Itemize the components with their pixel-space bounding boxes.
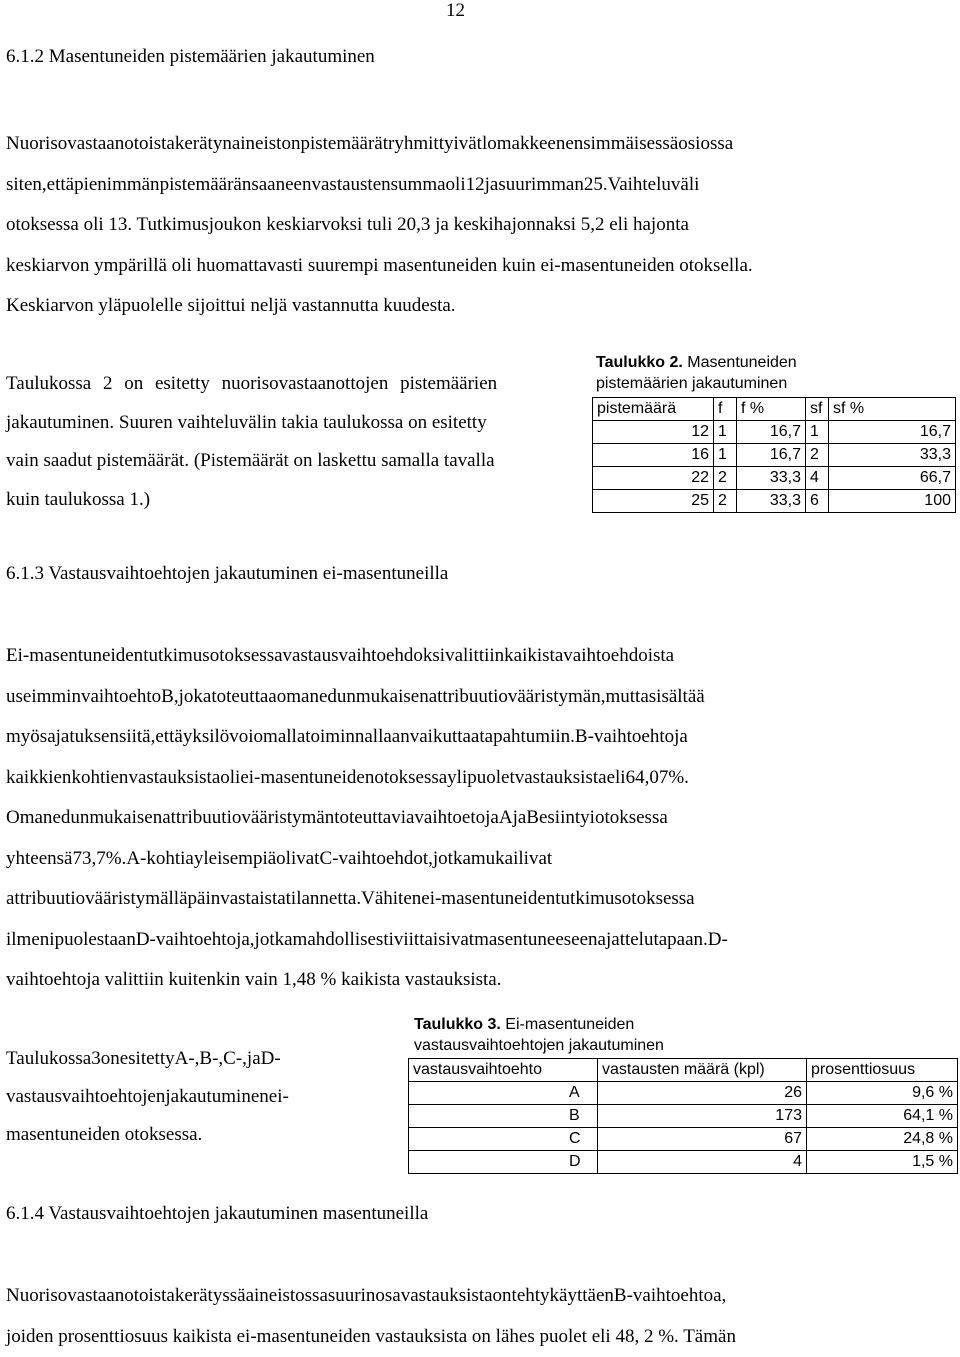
table-cell: 1 — [714, 421, 737, 444]
table-row — [593, 421, 956, 444]
table-2-caption-label: Taulukko 2. — [596, 354, 683, 371]
header-cell: sf — [806, 398, 829, 421]
table-row — [593, 444, 956, 467]
table-cell: 64,1 % — [807, 1105, 958, 1128]
paragraph-6-1-4 — [6, 1276, 952, 1357]
paragraph-line: vain saadut pistemäärät. (Pistemäärät on laskettu samalla tavalla — [6, 442, 576, 481]
table-row — [593, 467, 956, 490]
table-cell: 2 — [714, 467, 737, 490]
table-3-reference-text — [6, 1040, 390, 1154]
header-cell: sf % — [829, 398, 956, 421]
table-cell: 2 — [714, 490, 737, 513]
table-2-caption-title: Masentuneiden — [683, 354, 797, 371]
table-cell: 1 — [714, 444, 737, 467]
paragraph-line: masentuneiden otoksessa. — [6, 1116, 390, 1154]
header-cell: vastausten määrä (kpl) — [598, 1059, 807, 1082]
table-cell: 33,3 — [737, 467, 806, 490]
paragraph-line: joiden prosenttiosuus kaikista ei-masentuneiden vastauksista on lähes puolet eli 48, 2 %. Tämän — [6, 1317, 952, 1357]
table-2-caption-line2: pistemäärien jakautuminen — [596, 373, 797, 394]
paragraph-line: otoksessa oli 13. Tutkimusjoukon keskiarvoksi tuli 20,3 ja keskihajonnaksi 5,2 eli hajonta — [6, 205, 952, 246]
table-cell: 1,5 % — [807, 1151, 958, 1174]
table-row — [409, 1128, 958, 1151]
header-cell: f — [714, 398, 737, 421]
table-2 — [592, 397, 956, 513]
paragraph-line: Keskiarvon yläpuolelle sijoittui neljä vastannutta kuudesta. — [6, 286, 952, 327]
table-cell: 2 — [806, 444, 829, 467]
paragraph-line: kuin taulukossa 1.) — [6, 481, 576, 520]
table-3-caption-title: Ei-masentuneiden — [501, 1016, 634, 1033]
paragraph-line: useimminvaihtoehtoB,jokatoteuttaaomanedunmukaisenattribuutiovääristymän,muttasisältää — [6, 677, 952, 718]
header-cell: f % — [737, 398, 806, 421]
table-cell: 16,7 — [737, 444, 806, 467]
page-number: 12 — [446, 0, 465, 22]
table-cell: 9,6 % — [807, 1082, 958, 1105]
table-cell: 16,7 — [829, 421, 956, 444]
paragraph-line: ilmenipuolestaanD-vaihtoehtoja,jotkamahdollisestiviittaisivatmasentuneeseenajattelutapaan.D- — [6, 920, 952, 961]
table-cell: C — [409, 1128, 598, 1151]
paragraph-line: kaikkienkohtienvastauksistaoliei-masentuneidenotoksessaylipuoletvastauksistaeli64,07%. — [6, 758, 952, 799]
table-cell: 33,3 — [737, 490, 806, 513]
table-cell: 67 — [598, 1128, 807, 1151]
table-3 — [408, 1058, 958, 1174]
paragraph-line: vastausvaihtoehtojenjakautuminenei- — [6, 1078, 390, 1116]
header-cell: pistemäärä — [593, 398, 714, 421]
header-cell: vastausvaihtoehto — [409, 1059, 598, 1082]
table-cell: 4 — [598, 1151, 807, 1174]
paragraph-6-1-3 — [6, 636, 952, 1001]
table-header-row — [409, 1059, 958, 1082]
table-cell: 100 — [829, 490, 956, 513]
paragraph-line: siten,ettäpienimmänpistemääränsaaneenvastaustensummaoli12jasuurimman25.Vaihteluväli — [6, 165, 952, 206]
table-row — [593, 490, 956, 513]
table-cell: 6 — [806, 490, 829, 513]
table-cell: 22 — [593, 467, 714, 490]
paragraph-line: Taulukossa3onesitettyA-,B-,C-,jaD- — [6, 1040, 390, 1078]
table-cell: 1 — [806, 421, 829, 444]
paragraph-line: jakautuminen. Suuren vaihteluvälin takia taulukossa on esitetty — [6, 404, 576, 443]
paragraph-line: Taulukossa 2 on esitetty nuorisovastaanottojen pistemäärien — [6, 365, 576, 404]
section-heading-6-1-2: 6.1.2 Masentuneiden pistemäärien jakautuminen — [6, 46, 375, 68]
table-row — [409, 1082, 958, 1105]
paragraph-line: keskiarvon ympärillä oli huomattavasti suurempi masentuneiden kuin ei-masentuneiden otoksella. — [6, 246, 952, 287]
paragraph-line: attribuutiovääristymälläpäinvastaistatilannetta.Vähitenei-masentuneidentutkimusotoksessa — [6, 879, 952, 920]
table-cell: A — [409, 1082, 598, 1105]
table-cell: B — [409, 1105, 598, 1128]
table-header-row — [593, 398, 956, 421]
table-3-caption-line2: vastausvaihtoehtojen jakautuminen — [414, 1035, 664, 1056]
table-3-caption — [414, 1014, 664, 1056]
table-cell: D — [409, 1151, 598, 1174]
paragraph-line: vaihtoehtoja valittiin kuitenkin vain 1,48 % kaikista vastauksista. — [6, 960, 952, 1001]
table-row — [409, 1105, 958, 1128]
table-row — [409, 1151, 958, 1174]
table-cell: 25 — [593, 490, 714, 513]
paragraph-line: NuorisovastaanotoistakerätyssäaineistossasuurinosavastauksistaontehtykäyttäenB-vaihtoehtoa, — [6, 1276, 952, 1317]
table-3-caption-label: Taulukko 3. — [414, 1016, 501, 1033]
paragraph-line: yhteensä73,7%.A-kohtiayleisempiäolivatC-vaihtoehdot,jotkamukailivat — [6, 839, 952, 880]
paragraph-6-1-2 — [6, 124, 952, 327]
section-heading-6-1-3: 6.1.3 Vastausvaihtoehtojen jakautuminen ei-masentuneilla — [6, 563, 448, 585]
header-cell: prosenttiosuus — [807, 1059, 958, 1082]
table-cell: 24,8 % — [807, 1128, 958, 1151]
paragraph-line: myösajatuksensiitä,ettäyksilövoiomallatoiminnallaanvaikuttaatapahtumiin.B-vaihtoehtoja — [6, 717, 952, 758]
table-cell: 26 — [598, 1082, 807, 1105]
paragraph-line: Nuorisovastaanotoistakerätynaineistonpistemäärätryhmittyivätlomakkeenensimmäisessäosiossa — [6, 124, 952, 165]
paragraph-line: Ei-masentuneidentutkimusotoksessavastausvaihtoehdoksivalittiinkaikistavaihtoehdoista — [6, 636, 952, 677]
table-cell: 33,3 — [829, 444, 956, 467]
table-2-caption — [596, 352, 797, 394]
table-cell: 66,7 — [829, 467, 956, 490]
table-cell: 16,7 — [737, 421, 806, 444]
table-cell: 4 — [806, 467, 829, 490]
table-2-reference-text — [6, 365, 576, 519]
table-cell: 12 — [593, 421, 714, 444]
table-cell: 173 — [598, 1105, 807, 1128]
paragraph-line: OmanedunmukaisenattribuutiovääristymäntoteuttaviavaihtoetojaAjaBesiintyiotoksessa — [6, 798, 952, 839]
section-heading-6-1-4: 6.1.4 Vastausvaihtoehtojen jakautuminen masentuneilla — [6, 1203, 428, 1225]
table-cell: 16 — [593, 444, 714, 467]
